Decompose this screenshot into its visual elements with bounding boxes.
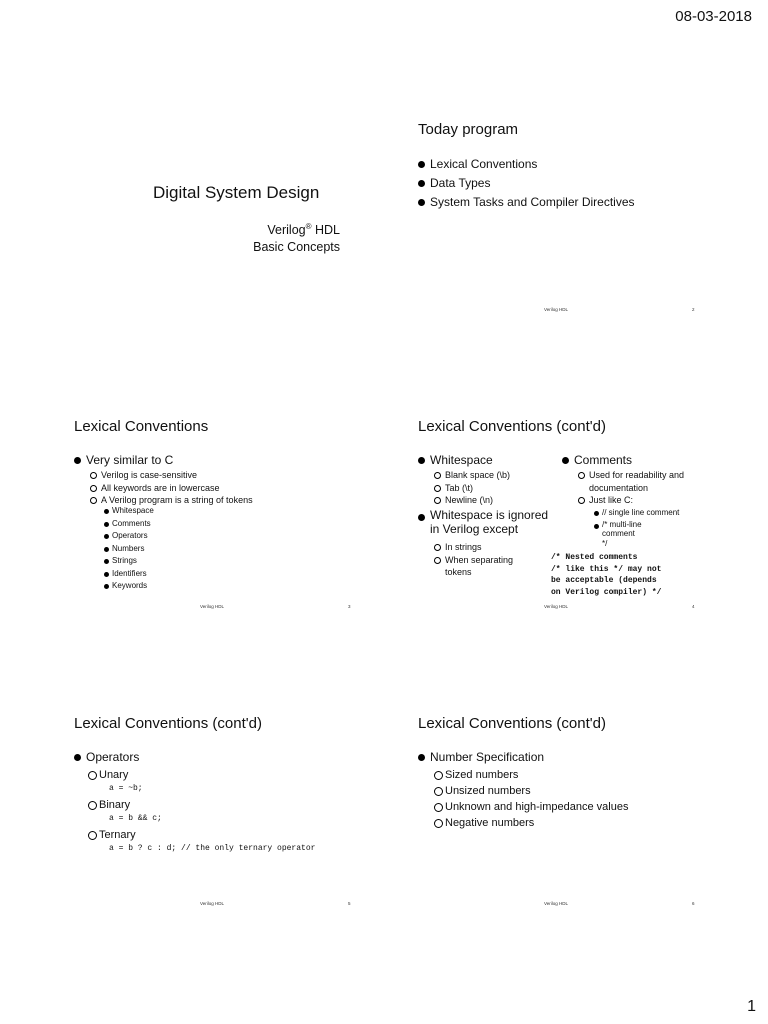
list-item [594,520,679,549]
list-item: Whitespace [418,451,493,470]
list-item [434,554,513,579]
list-item: Numbers [104,543,154,556]
slide-lexical-conventions-whitespace [412,400,752,615]
slide-heading: Lexical Conventions (cont'd) [418,418,606,435]
slide-title [40,103,380,318]
slide-footer-label: Verilog HDL [200,604,225,609]
list-item: Verilog is case-sensitive [90,469,253,482]
list-item: In strings [434,541,513,554]
list-item: Comments [104,518,154,531]
sub-list [434,767,628,831]
slide-footer-number: 4 [692,604,695,609]
code-line: a = b && c; [109,814,162,823]
sub-list [578,469,684,507]
list-item: Identifiers [104,568,154,581]
list-item: Just like C: [578,494,684,507]
list-item: Blank space (\b) [434,469,510,482]
list-item: Unsized numbers [434,783,628,799]
bullet-list [562,451,632,470]
list-item-line: Used for readability and [589,470,685,480]
bullet-list [418,508,548,536]
subtitle-basic-concepts: Basic Concepts [253,240,340,255]
bullet-list [418,748,544,767]
page-number: 1 [747,998,756,1015]
list-item: Unknown and high-impedance values [434,799,628,815]
token-list [72,505,154,593]
list-item: A Verilog program is a string of tokens [90,494,253,507]
list-item: Comments [562,451,632,470]
list-item: Ternary [88,827,315,843]
page-date: 08-03-2018 [675,8,752,25]
list-item: Keywords [104,580,154,593]
bullet-list [418,451,493,470]
bullet-list [418,155,635,212]
list-item: Unary [88,767,315,783]
slide-operators [68,697,408,912]
slide-heading: Lexical Conventions (cont'd) [74,715,262,732]
slide-title-heading: Digital System Design [153,183,320,202]
list-item: Very similar to C [74,451,173,470]
list-item: Negative numbers [434,815,628,831]
list-item: Newline (\n) [434,494,510,507]
list-item: Binary [88,797,315,813]
list-item: // single line comment [594,507,679,520]
sub-list [434,469,510,507]
list-item: Strings [104,555,154,568]
subtitle-verilog: Verilog [267,223,306,238]
bullet-list [74,748,139,767]
slide-heading: Today program [418,121,519,138]
sub-list [434,541,513,579]
list-item: Operators [104,530,154,543]
list-item: Lexical Conventions [418,155,635,174]
list-item-line: in Verilog except [430,522,519,536]
slide-footer-number: 5 [348,901,351,906]
list-item [418,508,548,536]
comment-list [594,507,679,548]
list-item: Number Specification [418,748,544,767]
list-item-line: comment [602,529,635,538]
slide-footer-number: 6 [692,901,695,906]
list-item: Tab (\t) [434,482,510,495]
list-item: Whitespace [104,505,154,518]
list-item-line: */ [602,538,608,548]
slide-footer-number: 2 [692,307,695,312]
slide-subtitle [253,218,340,256]
list-item: Operators [74,748,139,767]
list-item-line: When separating [445,554,514,565]
slide-footer-label: Verilog HDL [544,307,569,312]
list-item-line: tokens [445,567,472,577]
code-line: a = ~b; [109,784,143,793]
bullet-list [74,451,173,470]
list-item-line: Whitespace is ignored [430,508,549,522]
nested-comment-code: /* Nested comments /* like this */ may not be acceptable (depends on Verilog compiler) */ [551,553,662,597]
list-item [578,469,684,494]
slide-heading: Lexical Conventions (cont'd) [418,715,606,732]
slide-footer-label: Verilog HDL [544,604,569,609]
slide-number-specification [412,697,752,912]
code-line: a = b ? c : d; // the only ternary operator [109,844,316,853]
list-item: All keywords are in lowercase [90,482,253,495]
registered-mark: ® [305,222,312,231]
operator-list [88,767,315,854]
slide-footer-number: 3 [348,604,351,609]
sub-list [72,469,253,507]
list-item: System Tasks and Compiler Directives [418,193,635,212]
slide-heading: Lexical Conventions [74,418,209,435]
subtitle-hdl: HDL [311,223,340,238]
list-item-line: /* multi-line [602,519,642,529]
list-item-line: documentation [589,482,649,493]
slide-footer-label: Verilog HDL [200,901,225,906]
slide-lexical-conventions [68,400,408,615]
list-item: Sized numbers [434,767,628,783]
list-item: Data Types [418,174,635,193]
slide-today-program [412,103,752,318]
slide-footer-label: Verilog HDL [544,901,569,906]
